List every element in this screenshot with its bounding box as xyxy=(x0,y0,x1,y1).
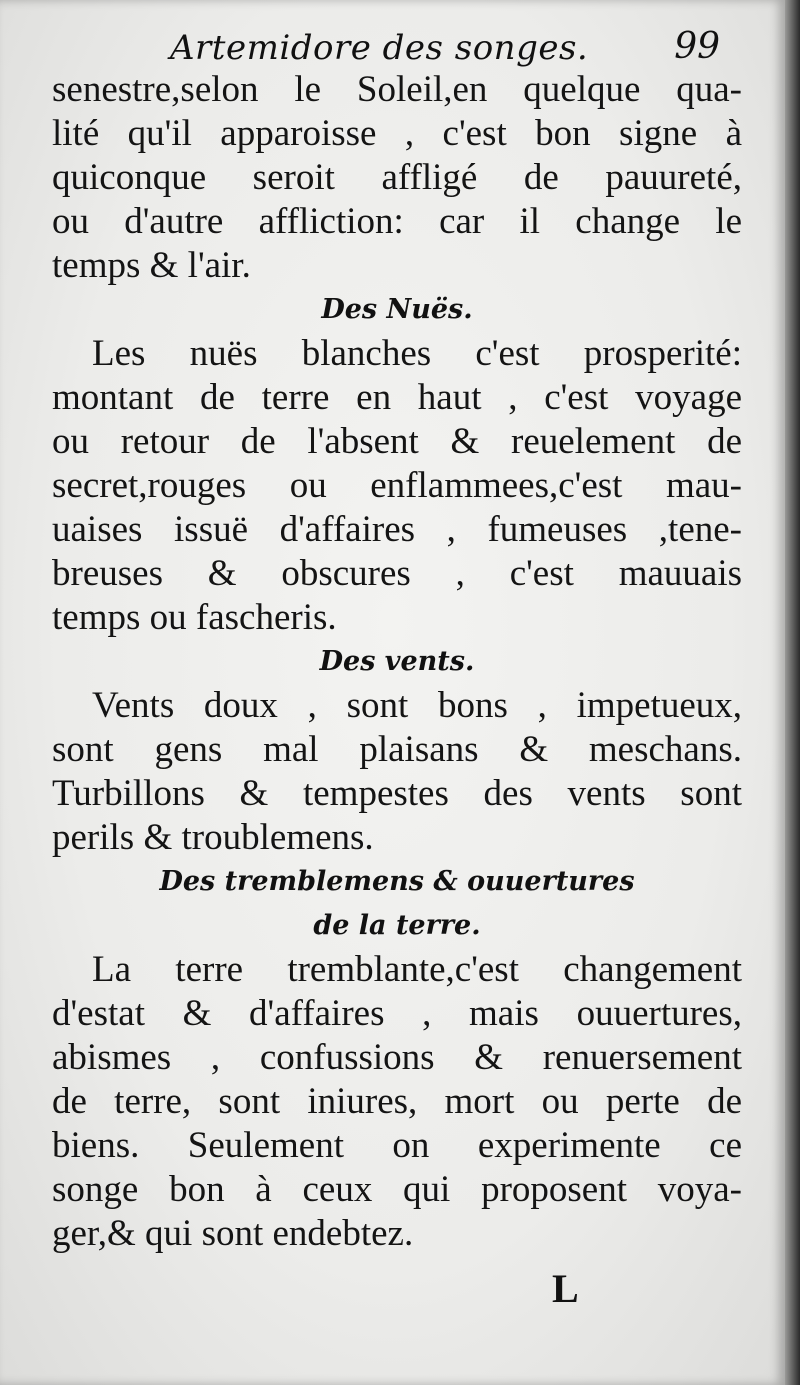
text-line: uaises issuë d'affaires , fumeuses ,tene- xyxy=(52,509,742,550)
section-heading-tremblemens-cont: de la terre. xyxy=(313,910,481,941)
section-heading-nues: Des Nuës. xyxy=(321,294,473,325)
text-line: de terre, sont iniures, mort ou perte de xyxy=(52,1081,742,1122)
text-line: ou retour de l'absent & reuelement de xyxy=(52,421,742,462)
text-line: sont gens mal plaisans & meschans. xyxy=(52,729,742,770)
text-line: Vents doux , sont bons , impetueux, xyxy=(92,685,742,726)
signature-mark: L xyxy=(552,1266,579,1311)
text-line: perils & troublemens. xyxy=(52,817,374,858)
text-line: abismes , confussions & renuersement xyxy=(52,1037,742,1078)
section-heading-tremblemens: Des tremblemens & ouuertures xyxy=(159,866,635,897)
page-edge-shadow xyxy=(785,0,800,1385)
running-title: Artemidore des songes. xyxy=(170,28,589,68)
text-line: lité qu'il apparoisse , c'est bon signe à xyxy=(52,113,742,154)
text-line: biens. Seulement on experimente ce xyxy=(52,1125,742,1166)
text-line: montant de terre en haut , c'est voyage xyxy=(52,377,742,418)
body-text xyxy=(52,68,742,1256)
text-line: ou d'autre affliction: car il change le xyxy=(52,201,742,242)
text-line: songe bon à ceux qui proposent voya- xyxy=(52,1169,742,1210)
text-line: La terre tremblante,c'est changement xyxy=(92,949,742,990)
text-line: temps & l'air. xyxy=(52,245,251,286)
text-line: Les nuës blanches c'est prosperité: xyxy=(92,333,742,374)
section-heading-vents: Des vents. xyxy=(319,646,475,677)
text-line: ger,& qui sont endebtez. xyxy=(52,1213,414,1254)
text-line: breuses & obscures , c'est mauuais xyxy=(52,553,742,594)
text-line: d'estat & d'affaires , mais ouuertures, xyxy=(52,993,742,1034)
text-line: temps ou fascheris. xyxy=(52,597,337,638)
text-line: Turbillons & tempestes des vents sont xyxy=(52,773,742,814)
text-line: senestre,selon le Soleil,en quelque qua- xyxy=(52,69,742,110)
text-line: secret,rouges ou enflammees,c'est mau- xyxy=(52,465,742,506)
text-line: quiconque seroit affligé de pauureté, xyxy=(52,157,742,198)
page-number: 99 xyxy=(674,26,720,67)
